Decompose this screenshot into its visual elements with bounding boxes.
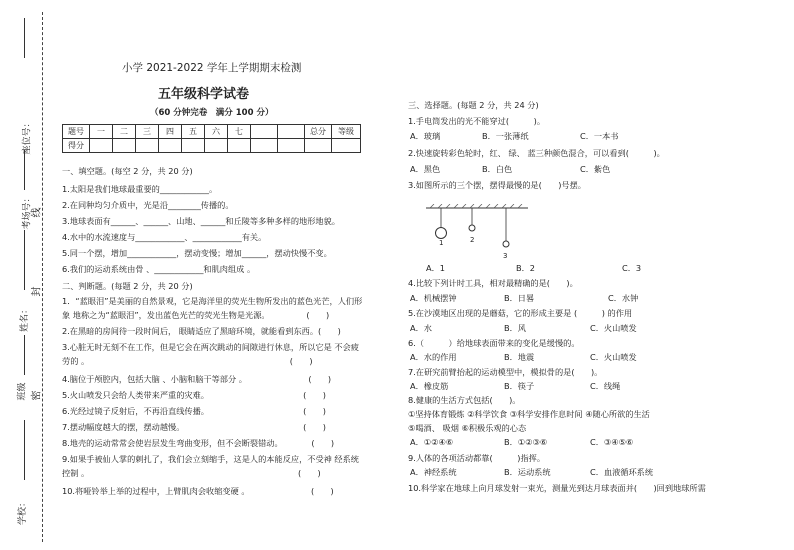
- judge-question: 8.地壳的运动常常会使岩层发生弯曲变形，但不会断裂错动。 ( ): [62, 438, 335, 448]
- binding-rule: [24, 230, 25, 290]
- support-hatching: [430, 204, 522, 208]
- choice-question: 2.快速旋转彩色轮时，红、 绿、 蓝三种颜色混合，可以看到( )。: [408, 148, 665, 158]
- binding-char: 密: [31, 390, 43, 401]
- choice-option: A．黑色: [410, 164, 441, 174]
- score-input-cell[interactable]: [136, 139, 159, 153]
- score-table-score-row: [63, 139, 361, 153]
- fill-question: 2.在同种均匀介质中，光是沿________传播的。: [62, 200, 234, 210]
- exam-room-label: 考场号：: [22, 193, 33, 230]
- choice-question: 10.科学家在地球上向月球发射一束光，测量光到达月球表面并( )回到地球所需: [408, 483, 706, 493]
- score-input-cell[interactable]: [159, 139, 182, 153]
- choice-question: 7.在研究前臂抬起的运动模型中，模拟骨的是( )。: [408, 367, 603, 377]
- choice-question: 9.人体的各项活动都靠( )指挥。: [408, 453, 546, 463]
- choice-options: [408, 467, 788, 477]
- choice-options: [408, 293, 788, 303]
- choice-question: 8.健康的生活方式包括( )。: [408, 395, 521, 405]
- score-cell: [251, 125, 278, 139]
- choice-question: 3.如图所示的三个摆，摆得最慢的是( )号摆。: [408, 180, 586, 190]
- exam-title: 小学 2021-2022 学年上学期期末检测: [122, 62, 302, 74]
- pendulum-label-1: 1: [439, 239, 444, 247]
- choice-question: 6.（ ）给地球表面带来的变化是缓慢的。: [408, 338, 580, 348]
- pendulum-bob-1: [436, 228, 447, 239]
- choice-option: C．一本书: [580, 131, 619, 141]
- judge-question: 象 地称之为“蓝眼泪”，发出蓝色光芒的荧光生物是光源。 ( ): [62, 310, 330, 320]
- score-table: [62, 124, 361, 153]
- choice-question: 4.比较下列计时工具，相对最精确的是( )。: [408, 278, 578, 288]
- judge-question: 7.摆动幅度越大的摆，摆动越慢。 ( ): [62, 422, 326, 432]
- choice-options: [408, 323, 788, 333]
- judge-question: 9.如果手被仙人掌的刺扎了，我们会立刻缩手，这是人的本能反应，不受神 经系统: [62, 454, 359, 464]
- choice-option: C．③④⑤⑥: [590, 437, 634, 447]
- choice-option: A．水的作用: [410, 352, 457, 362]
- choice-option: B．白色: [482, 164, 513, 174]
- score-input-cell[interactable]: [278, 139, 305, 153]
- judge-question: 10.将哑铃举上举的过程中，上臂肌肉会收缩变硬 。 ( ): [62, 486, 334, 496]
- choice-option: C．3: [622, 263, 642, 273]
- choice-option: B．地震: [504, 352, 535, 362]
- score-input-cell[interactable]: [305, 139, 332, 153]
- binding-rule: [24, 150, 25, 190]
- score-input-cell[interactable]: [182, 139, 205, 153]
- choice-option: C．线绳: [590, 381, 621, 391]
- choice-options: [408, 164, 788, 174]
- choice-option: C．水钟: [608, 293, 639, 303]
- judge-question: 5.火山喷发只会给人类带来严重的灾难。 ( ): [62, 390, 326, 400]
- score-cell: 二: [113, 125, 136, 139]
- fill-question: 1.太阳是我们地球最重要的____________。: [62, 184, 218, 194]
- choice-option: B．2: [516, 263, 536, 273]
- score-cell: 五: [182, 125, 205, 139]
- exam-meta: （60 分钟完卷 满分 100 分）: [150, 108, 274, 118]
- section2-heading: 二、判断题。(每题 2 分，共 20 分): [62, 281, 193, 291]
- judge-question: 6.光经过镜子反射后，不再沿直线传播。 ( ): [62, 406, 326, 416]
- choice-option: A．机械摆钟: [410, 293, 457, 303]
- score-input-cell[interactable]: [205, 139, 228, 153]
- choice-option: C．紫色: [580, 164, 611, 174]
- binding-rule: [24, 335, 25, 375]
- pendulum-bob-3: [503, 241, 509, 247]
- score-cell: 六: [205, 125, 228, 139]
- score-input-cell[interactable]: [113, 139, 136, 153]
- choice-option: B．日晷: [504, 293, 535, 303]
- score-table-header-row: [63, 125, 361, 139]
- fill-question: 4.水中的水流速度与____________、____________有关。: [62, 232, 267, 242]
- fill-question: 5.同一个摆，增加____________，摆动变慢；增加______，摆动快慢不变。: [62, 248, 332, 258]
- pendulum-bob-2: [469, 225, 475, 231]
- score-cell: 三: [136, 125, 159, 139]
- score-input-cell[interactable]: [90, 139, 113, 153]
- choice-option: B．一张薄纸: [482, 131, 529, 141]
- judge-question: 劳的 。 ( ): [62, 356, 313, 366]
- score-cell: 得分: [63, 139, 90, 153]
- score-cell: 四: [159, 125, 182, 139]
- score-input-cell[interactable]: [332, 139, 361, 153]
- choice-options: [408, 131, 788, 141]
- binding-rule: [24, 420, 25, 480]
- score-cell: 一: [90, 125, 113, 139]
- class-label: 班级: [17, 382, 28, 401]
- fill-question: 3.地球表面有______、______、山地、______和丘陵等多种多样的地形地貌。: [62, 216, 340, 226]
- school-label: 学校：: [18, 497, 29, 526]
- name-label: 姓名：: [20, 304, 31, 333]
- fill-question: 6.我们的运动系统由骨 、____________和肌肉组成 。: [62, 264, 256, 274]
- binding-dashed-line: [42, 12, 43, 542]
- choice-option: B．筷子: [504, 381, 535, 391]
- score-cell: 等级: [332, 125, 361, 139]
- choice-option: C．火山喷发: [590, 323, 637, 333]
- judge-question: 2.在黑暗的房间待一段时间后， 眼睛适应了黑暗环境，就能看到东西。( ): [62, 326, 341, 336]
- binding-char: 封: [31, 286, 43, 297]
- choice-option: A．神经系统: [410, 467, 457, 477]
- choice-option: A．①②④⑥: [410, 437, 454, 447]
- judge-question: 4.脑位于颅腔内，包括大脑 、小脑和脑干等部分 。 ( ): [62, 374, 332, 384]
- choice-question: 1.手电筒发出的光不能穿过( )。: [408, 116, 546, 126]
- choice-option: B．①②③⑥: [504, 437, 548, 447]
- choice-option: C．火山喷发: [590, 352, 637, 362]
- choice-statement-list: ⑤喝酒、 吸烟 ⑥积极乐观的心态: [408, 423, 527, 433]
- paper-subtitle: 五年级科学试卷: [158, 87, 250, 102]
- seat-number-label: 座位号：: [22, 118, 33, 155]
- pendulum-label-3: 3: [503, 252, 508, 260]
- choice-option: A．橡皮筋: [410, 381, 449, 391]
- score-input-cell[interactable]: [251, 139, 278, 153]
- judge-question: 控制 。 ( ): [62, 468, 321, 478]
- choice-option: A．水: [410, 323, 432, 333]
- choice-option: B．风: [504, 323, 526, 333]
- choice-options: [408, 263, 788, 273]
- choice-option: B．运动系统: [504, 467, 551, 477]
- binding-rule: [24, 18, 25, 58]
- score-cell: [278, 125, 305, 139]
- choice-option: A．1: [426, 263, 445, 273]
- choice-option: A．玻璃: [410, 131, 441, 141]
- section1-heading: 一、填空题。(每空 2 分，共 20 分): [62, 166, 193, 176]
- judge-question: 3.心脏无时无刻不在工作，但是它会在两次跳动的间隙进行休息，所以它是 不会疲: [62, 342, 359, 352]
- binding-char: 线: [31, 207, 43, 218]
- pendulum-label-2: 2: [470, 236, 475, 244]
- score-cell: 题号: [63, 125, 90, 139]
- choice-options: [408, 381, 788, 391]
- score-cell: 总分: [305, 125, 332, 139]
- score-cell: 七: [228, 125, 251, 139]
- score-input-cell[interactable]: [228, 139, 251, 153]
- choice-options: [408, 437, 788, 447]
- judge-question: 1．“蓝眼泪”是美丽的自然景观，它是海洋里的荧光生物所发出的蓝色光芒，人们形: [62, 296, 363, 306]
- choice-option: C．血液循环系统: [590, 467, 654, 477]
- pendulum-figure: [424, 204, 530, 262]
- section3-heading: 三、选择题。(每题 2 分，共 24 分): [408, 100, 539, 110]
- choice-options: [408, 352, 788, 362]
- choice-statement-list: ①坚持体育锻炼 ②科学饮食 ③科学安排作息时间 ④随心所欲的生活: [408, 409, 650, 419]
- choice-question: 5.在沙漠地区出现的是蘑菇，它的形成主要是 ( ) 的作用: [408, 308, 633, 318]
